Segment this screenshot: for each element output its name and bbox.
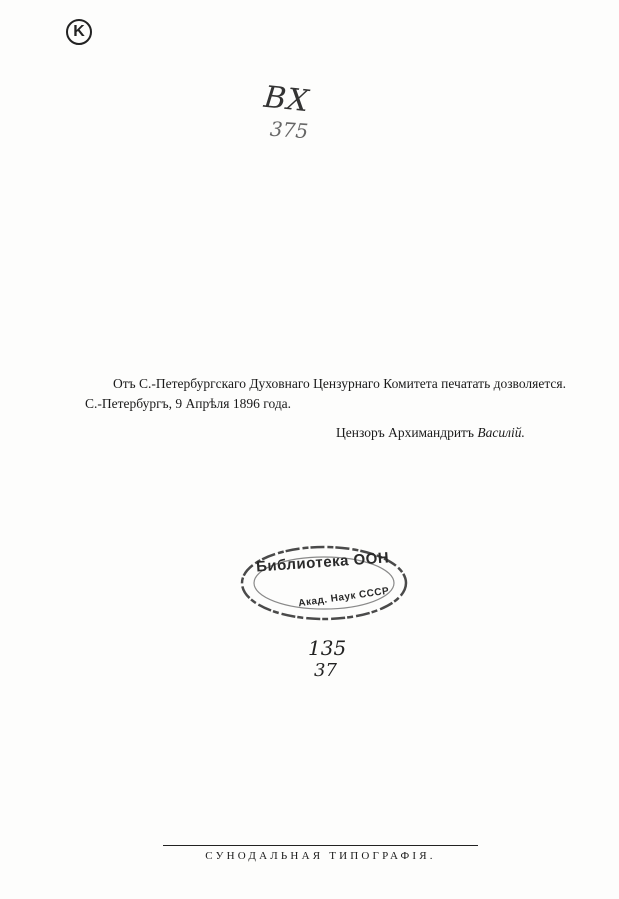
censorship-text xyxy=(85,374,565,414)
printer-imprint: СУНОДАЛЬНАЯ ТИПОГРАФІЯ. xyxy=(205,850,436,862)
censor-name: Василій. xyxy=(477,425,525,440)
shelf-mark xyxy=(262,79,322,152)
library-mark-letter: K xyxy=(73,23,85,40)
shelf-mark-bottom: 375 xyxy=(269,116,309,144)
censorship-line-2: С.-Петербургъ, 9 Апрѣля 1896 года. xyxy=(85,396,292,411)
stamp-top-text: Библиотека ООН xyxy=(255,549,390,576)
stamp-bottom-text: Акад. Наук СССР xyxy=(297,585,390,610)
inventory-number-1: 135 xyxy=(308,636,347,660)
library-stamp xyxy=(238,542,410,624)
inventory-number-2: 37 xyxy=(314,660,337,681)
imprint-divider xyxy=(163,845,478,846)
library-mark xyxy=(66,19,92,45)
censorship-line-1: Отъ С.-Петербургскаго Духовнаго Цензурнаго Комитета печатать дозволяется. xyxy=(113,376,566,391)
censor-title: Цензоръ Архимандритъ xyxy=(336,425,474,440)
censor-signature xyxy=(336,425,525,441)
shelf-mark-top: ВХ xyxy=(262,79,312,120)
